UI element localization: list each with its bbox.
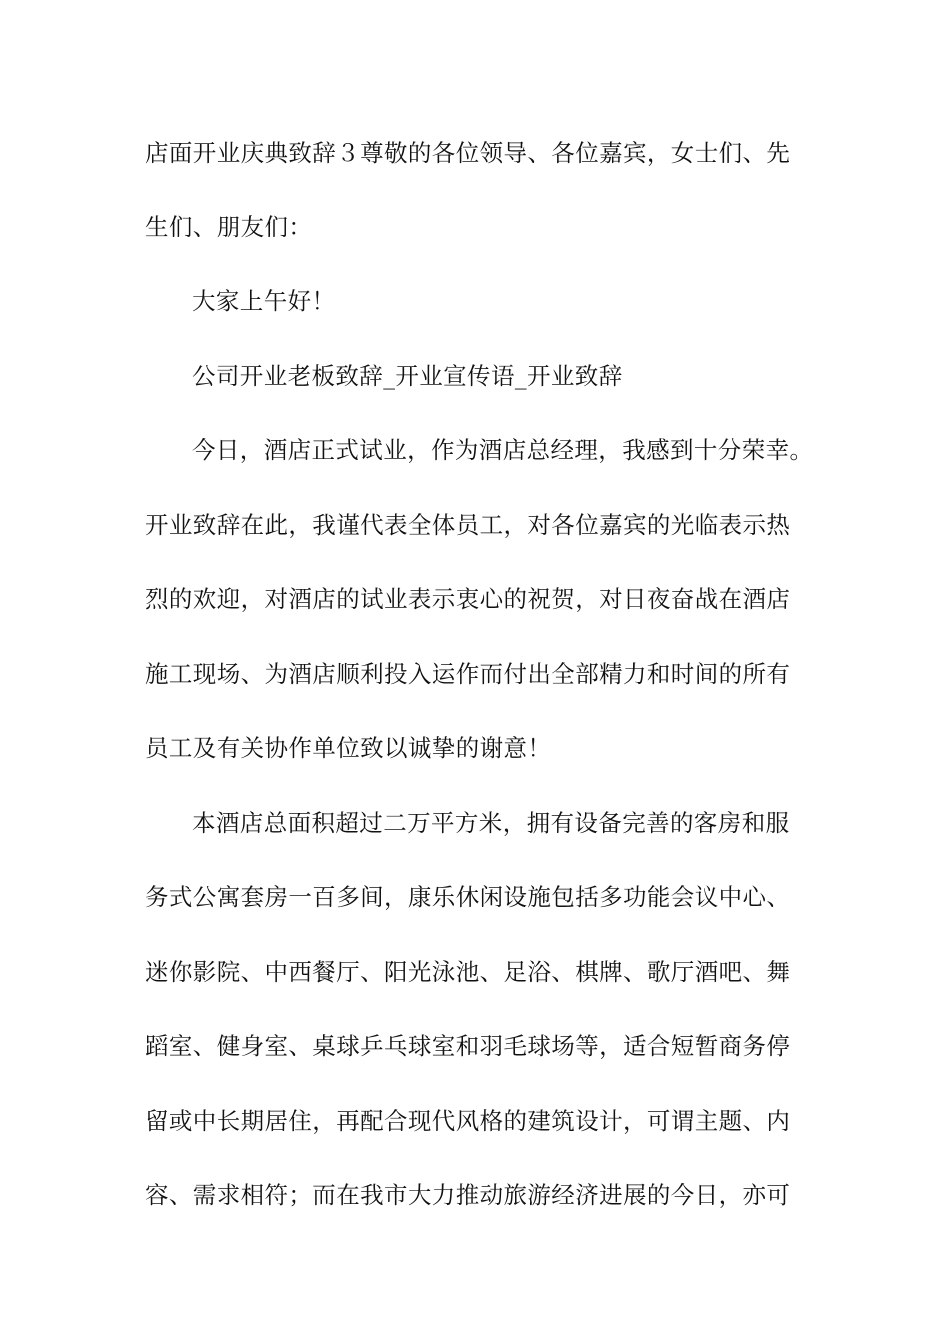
- text-line-4: 公司开业老板致辞_开业宣传语_开业致辞: [192, 362, 623, 390]
- text-line-11: 务式公寓套房一百多间，康乐休闲设施包括多功能会议中心、: [145, 883, 791, 911]
- text-line-6: 开业致辞在此，我谨代表全体员工，对各位嘉宾的光临表示热: [145, 511, 791, 539]
- text-line-13: 蹈室、健身室、桌球乒乓球室和羽毛球场等，适合短暂商务停: [145, 1032, 791, 1060]
- text-line-10: 本酒店总面积超过二万平方米，拥有设备完善的客房和服: [192, 809, 790, 837]
- text-line-15: 容、需求相符；而在我市大力推动旅游经济进展的今日，亦可: [145, 1181, 791, 1209]
- text-line-14: 留或中长期居住，再配合现代风格的建筑设计，可谓主题、内: [145, 1107, 791, 1135]
- text-line-3: 大家上午好！: [192, 287, 336, 315]
- text-line-9: 员工及有关协作单位致以诚挚的谢意！: [145, 734, 552, 762]
- text-line-8: 施工现场、为酒店顺利投入运作而付出全部精力和时间的所有: [145, 660, 791, 688]
- text-line-12: 迷你影院、中西餐厅、阳光泳池、足浴、棋牌、歌厅酒吧、舞: [145, 958, 791, 986]
- text-line-5: 今日，酒店正式试业，作为酒店总经理，我感到十分荣幸。: [192, 436, 814, 464]
- text-line-1: 店面开业庆典致辞３尊敬的各位领导、各位嘉宾，女士们、先: [145, 139, 791, 167]
- text-line-2: 生们、朋友们：: [145, 213, 313, 241]
- text-line-7: 烈的欢迎，对酒店的试业表示衷心的祝贺，对日夜奋战在酒店: [145, 585, 791, 613]
